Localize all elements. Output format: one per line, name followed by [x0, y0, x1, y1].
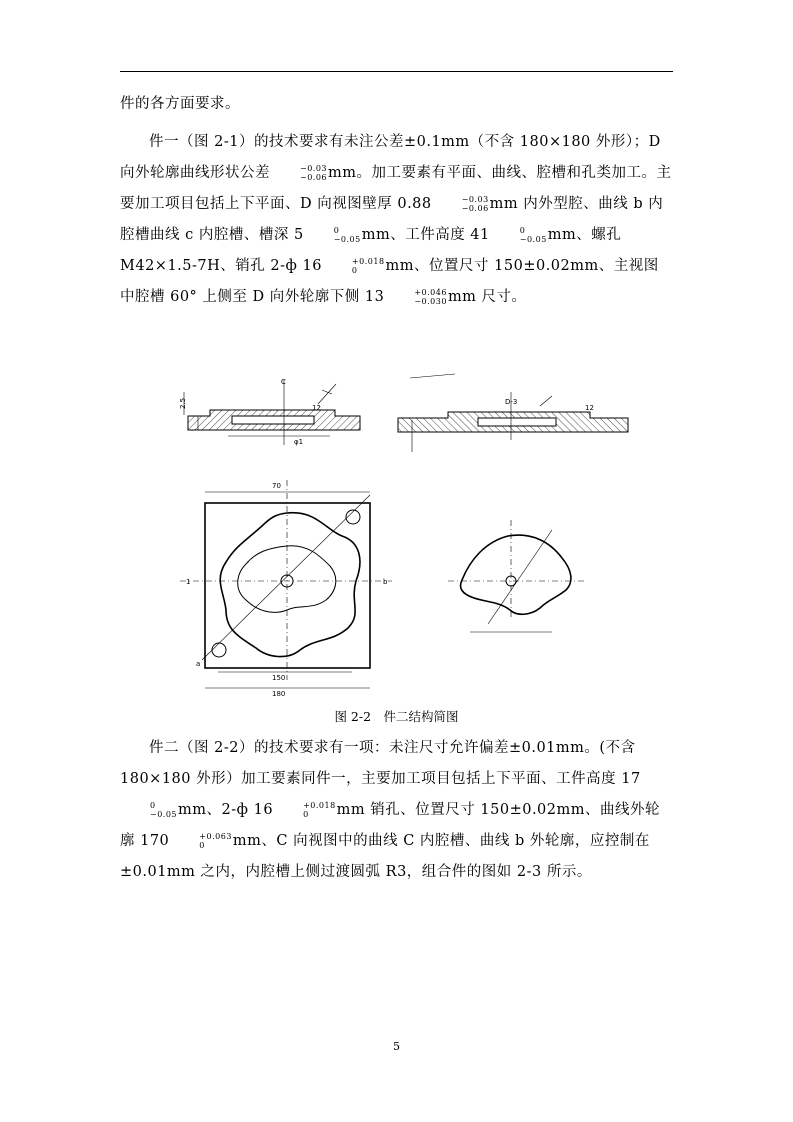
p3-text-4: mm、C 向视图中的曲线 C 内腔槽、曲线 b 外轮廓，应控制在±0.01mm 之内，内腔槽上侧过渡圆弧 R3，组合件的图如 2-3 所示。 — [120, 833, 650, 880]
p2-text-6: mm、位置尺寸 150±0.02mm、主视图中腔槽 60° 上侧至 D 向外轮廓下侧 13 — [120, 258, 659, 305]
p2-text-7: mm 尺寸。 — [447, 289, 527, 305]
tolerance-6: +0.046 −0.030 — [414, 288, 447, 306]
p3-text-3: mm 销孔、位置尺寸 150±0.02mm、曲线外轮廓 170 — [120, 802, 660, 849]
r12-left-label: 12 — [312, 404, 321, 412]
tolerance-1: −0.03 −0.06 — [300, 164, 328, 182]
tolerance-3: 0 −0.05 — [333, 226, 361, 244]
tolerance-8: +0.018 0 — [303, 801, 336, 819]
p3-text-2: mm、2-ф 16 — [178, 802, 274, 818]
d-label: D-3 — [505, 398, 518, 406]
paragraph-part-two — [120, 733, 673, 888]
left-section-view — [179, 378, 360, 446]
p2-text-4: mm、工件高度 41 — [361, 227, 490, 243]
plan-marker-a: a — [196, 660, 201, 668]
figure-caption: 图 2-2 件二结构简图 — [334, 709, 459, 724]
header-rule — [120, 71, 673, 72]
dim-bottom-150: 150 — [272, 674, 286, 682]
c-mark-label: C — [281, 378, 286, 386]
dim-top-label: 70 — [272, 482, 281, 490]
p2-text-2: mm。加工要素有平面、曲线、腔槽和孔类加工。主要加工项目包括上下平面、D 向视图壁厚 0.88 — [120, 165, 672, 212]
tolerance-4: 0 −0.05 — [519, 226, 547, 244]
paragraph-part-one — [120, 127, 673, 313]
plan-marker-1: 1 — [186, 578, 191, 586]
paragraph-intro — [120, 89, 673, 120]
plan-marker-b: b — [383, 578, 388, 586]
dim-bottom-180: 180 — [272, 690, 286, 698]
p3-text-1: 件二（图 2-2）的技术要求有一项：未注尺寸允许偏差±0.01mm。(不含 180×180 外形）加工要素同件一，主要加工项目包括上下平面、工件高度 17 — [120, 740, 641, 787]
p2-text-3: mm 内外型腔、曲线 b 内腔槽曲线 c 内腔槽、槽深 5 — [120, 196, 664, 243]
right-section-view — [398, 374, 628, 452]
p2-text-1: 件一（图 2-1）的技术要求有未注公差±0.1mm（不含 180×180 外形）；D 向外轮廓曲线形状公差 — [120, 134, 661, 181]
page-number: 5 — [393, 1040, 400, 1053]
plan-view — [180, 480, 392, 698]
paragraph-intro-text: 件的各方面要求。 — [120, 96, 240, 112]
side-mark-label: 2.5 — [179, 397, 187, 409]
tolerance-2: −0.03 −0.06 — [461, 195, 489, 213]
tolerance-7: 0 −0.05 — [150, 801, 178, 819]
p2-text-5: mm、螺孔 M42×1.5-7H、销孔 2-ф 16 — [120, 227, 622, 274]
tolerance-9: +0.063 0 — [199, 832, 232, 850]
phi-label: φ1 — [294, 438, 304, 446]
part-two-drawing — [0, 370, 793, 700]
c-view — [448, 520, 585, 632]
tolerance-5: +0.018 0 — [351, 257, 385, 275]
r12-right-label: 12 — [585, 404, 594, 412]
